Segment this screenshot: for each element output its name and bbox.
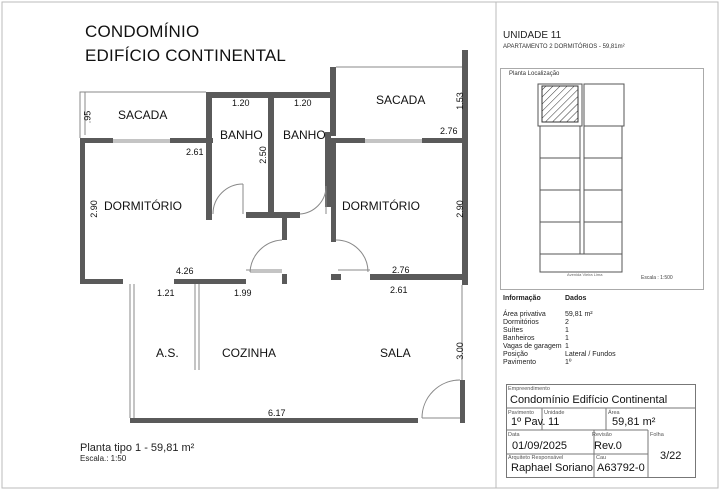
info-value-suites: 1 xyxy=(565,327,569,334)
room-banho-left: BANHO xyxy=(220,128,263,142)
location-scale: Escala : 1:500 xyxy=(641,275,673,281)
info-label-area: Área privativa xyxy=(503,311,546,318)
info-value-dormitorios: 2 xyxy=(565,319,569,326)
dim-617: 6.17 xyxy=(268,408,286,418)
plan-caption: Planta tipo 1 - 59,81 m² xyxy=(80,442,195,454)
tb-data: 01/09/2025 xyxy=(512,440,568,452)
dim-276-a: 2.76 xyxy=(440,126,458,136)
info-value-posicao: Lateral / Fundos xyxy=(565,351,616,358)
tb-pavimento-label: Pavimento xyxy=(508,410,534,416)
project-title-line1: CONDOMÍNIO xyxy=(85,22,200,41)
tb-arquiteto-label: Arquiteto Responsável xyxy=(508,455,564,461)
info-label-pavimento: Pavimento xyxy=(503,359,537,366)
info-label-dormitorios: Dormitórios xyxy=(503,319,539,326)
info-label-banheiros: Banheiros xyxy=(503,335,535,342)
room-banho-right: BANHO xyxy=(283,128,326,142)
room-dormitorio-right: DORMITÓRIO xyxy=(342,199,420,213)
tb-unidade: 11 xyxy=(548,416,560,428)
dim-095: .95 xyxy=(82,110,93,124)
location-map xyxy=(500,68,704,290)
tb-cau: A63792-0 xyxy=(597,462,645,474)
room-dormitorio-left: DORMITÓRIO xyxy=(104,199,182,213)
info-header-info: Informação xyxy=(503,295,541,302)
room-sacada-left: SACADA xyxy=(118,108,168,122)
info-header-data: Dados xyxy=(565,295,587,302)
info-value-vagas: 1 xyxy=(565,343,569,350)
tb-revisao: Rev.0 xyxy=(594,440,622,452)
tb-folha: 3/22 xyxy=(660,450,682,462)
dim-261-b: 2.61 xyxy=(390,285,408,295)
info-value-banheiros: 1 xyxy=(565,335,569,342)
unit-subtitle: APARTAMENTO 2 DORMITÓRIOS - 59,81m² xyxy=(503,44,625,50)
dim-199: 1.99 xyxy=(234,288,252,298)
dim-300: 3.00 xyxy=(454,342,465,360)
tb-unidade-label: Unidade xyxy=(544,410,565,416)
tb-empreendimento-label: Empreendimento xyxy=(508,386,550,392)
dim-120-b: 1.20 xyxy=(294,98,312,108)
room-sala: SALA xyxy=(380,346,411,360)
dim-121: 1.21 xyxy=(157,288,175,298)
tb-revisao-label: Revisão xyxy=(592,432,612,438)
dim-261: 2.61 xyxy=(186,147,204,157)
dim-426: 4.26 xyxy=(176,266,194,276)
info-value-area: 59,81 m² xyxy=(565,311,593,318)
info-label-vagas: Vagas de garagem xyxy=(503,343,562,350)
project-title-line2: EDIFÍCIO CONTINENTAL xyxy=(85,46,287,65)
dim-290-b: 2.90 xyxy=(454,200,465,218)
room-as: A.S. xyxy=(156,346,179,360)
info-value-pavimento: 1º xyxy=(565,359,572,366)
tb-data-label: Data xyxy=(508,432,520,438)
room-cozinha: COZINHA xyxy=(222,346,276,360)
info-label-suites: Suítes xyxy=(503,327,523,334)
dim-290-a: 2.90 xyxy=(88,200,99,218)
unit-title: UNIDADE 11 xyxy=(503,30,562,41)
location-label: Planta Localização xyxy=(509,71,560,77)
room-sacada-right: SACADA xyxy=(376,93,426,107)
tb-cau-label: Cau xyxy=(596,455,607,461)
dim-153: 1.53 xyxy=(454,92,465,110)
tb-arquiteto: Raphael Soriano xyxy=(511,462,593,474)
dim-120-a: 1.20 xyxy=(232,98,250,108)
tb-empreendimento: Condomínio Edifício Continental xyxy=(510,394,668,406)
dim-250: 2.50 xyxy=(257,146,268,164)
tb-area-label: Área xyxy=(608,410,620,416)
info-label-posicao: Posição xyxy=(503,351,528,358)
tb-area: 59,81 m² xyxy=(612,416,656,428)
plan-scale: Escala.: 1:50 xyxy=(80,454,127,463)
dim-276-b: 2.76 xyxy=(392,265,410,275)
location-street: Avenida Vieira Lima xyxy=(567,272,603,277)
tb-pavimento: 1º Pav. xyxy=(511,416,546,428)
tb-folha-label: Folha xyxy=(650,432,664,438)
